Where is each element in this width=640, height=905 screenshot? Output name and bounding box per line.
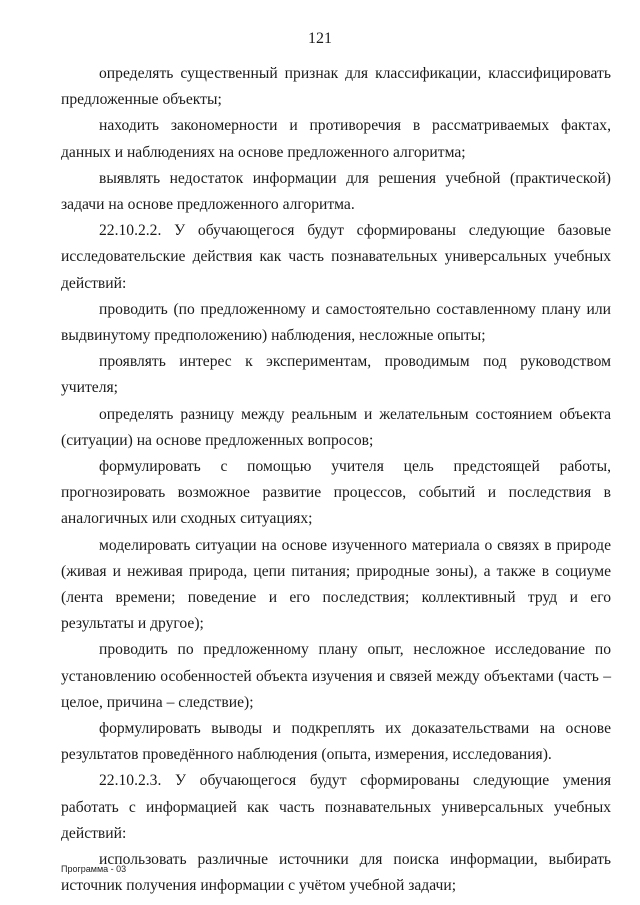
page-number: 121	[308, 30, 332, 47]
document-body	[61, 61, 611, 900]
paragraph: использовать различные источники для поиска информации, выбирать источник получения информации с учётом учебной задачи;	[61, 851, 611, 895]
paragraph: находить закономерности и противоречия в рассматриваемых фактах, данных и наблюдениях на основе предложенного алгоритма;	[61, 117, 611, 161]
paragraph: формулировать с помощью учителя цель предстоящей работы, прогнозировать возможное развитие процессов, событий и последствия в аналогичных или сходных ситуациях;	[61, 458, 611, 528]
section-paragraph: 22.10.2.3. У обучающегося будут сформированы следующие умения работать с информацией как часть познавательных универсальных учебных действий:	[61, 772, 611, 842]
paragraph: выявлять недостаток информации для решения учебной (практической) задачи на основе предложенного алгоритма.	[61, 169, 611, 214]
paragraph: проводить по предложенному плану опыт, несложное исследование по установлению особенностей объекта изучения и связей между объектами (часть – целое, причина – следствие);	[61, 641, 611, 711]
paragraph: проявлять интерес к экспериментам, проводимым под руководством учителя;	[61, 353, 611, 397]
paragraph: проводить (по предложенному и самостоятельно составленному плану или выдвинутому предположению) наблюдения, несложные опыты;	[61, 300, 611, 345]
paragraph: определять существенный признак для классификации, классифицировать предложенные объекты;	[61, 65, 611, 109]
section-paragraph: 22.10.2.2. У обучающегося будут сформированы следующие базовые исследовательские действия как часть познавательных универсальных учебных действий:	[61, 222, 611, 292]
paragraph: формулировать выводы и подкреплять их доказательствами на основе результатов проведённого наблюдения (опыта, измерения, исследования).	[61, 720, 611, 764]
paragraph: моделировать ситуации на основе изученного материала о связях в природе (живая и неживая природа, цепи питания; природные зоны), а также в социуме (лента времени; поведение и его последствия; коллективный труд и его результаты и другое);	[61, 536, 611, 633]
footer-label: Программа - 03	[61, 864, 127, 874]
paragraph: определять разницу между реальным и желательным состоянием объекта (ситуации) на основе предложенных вопросов;	[61, 405, 611, 449]
